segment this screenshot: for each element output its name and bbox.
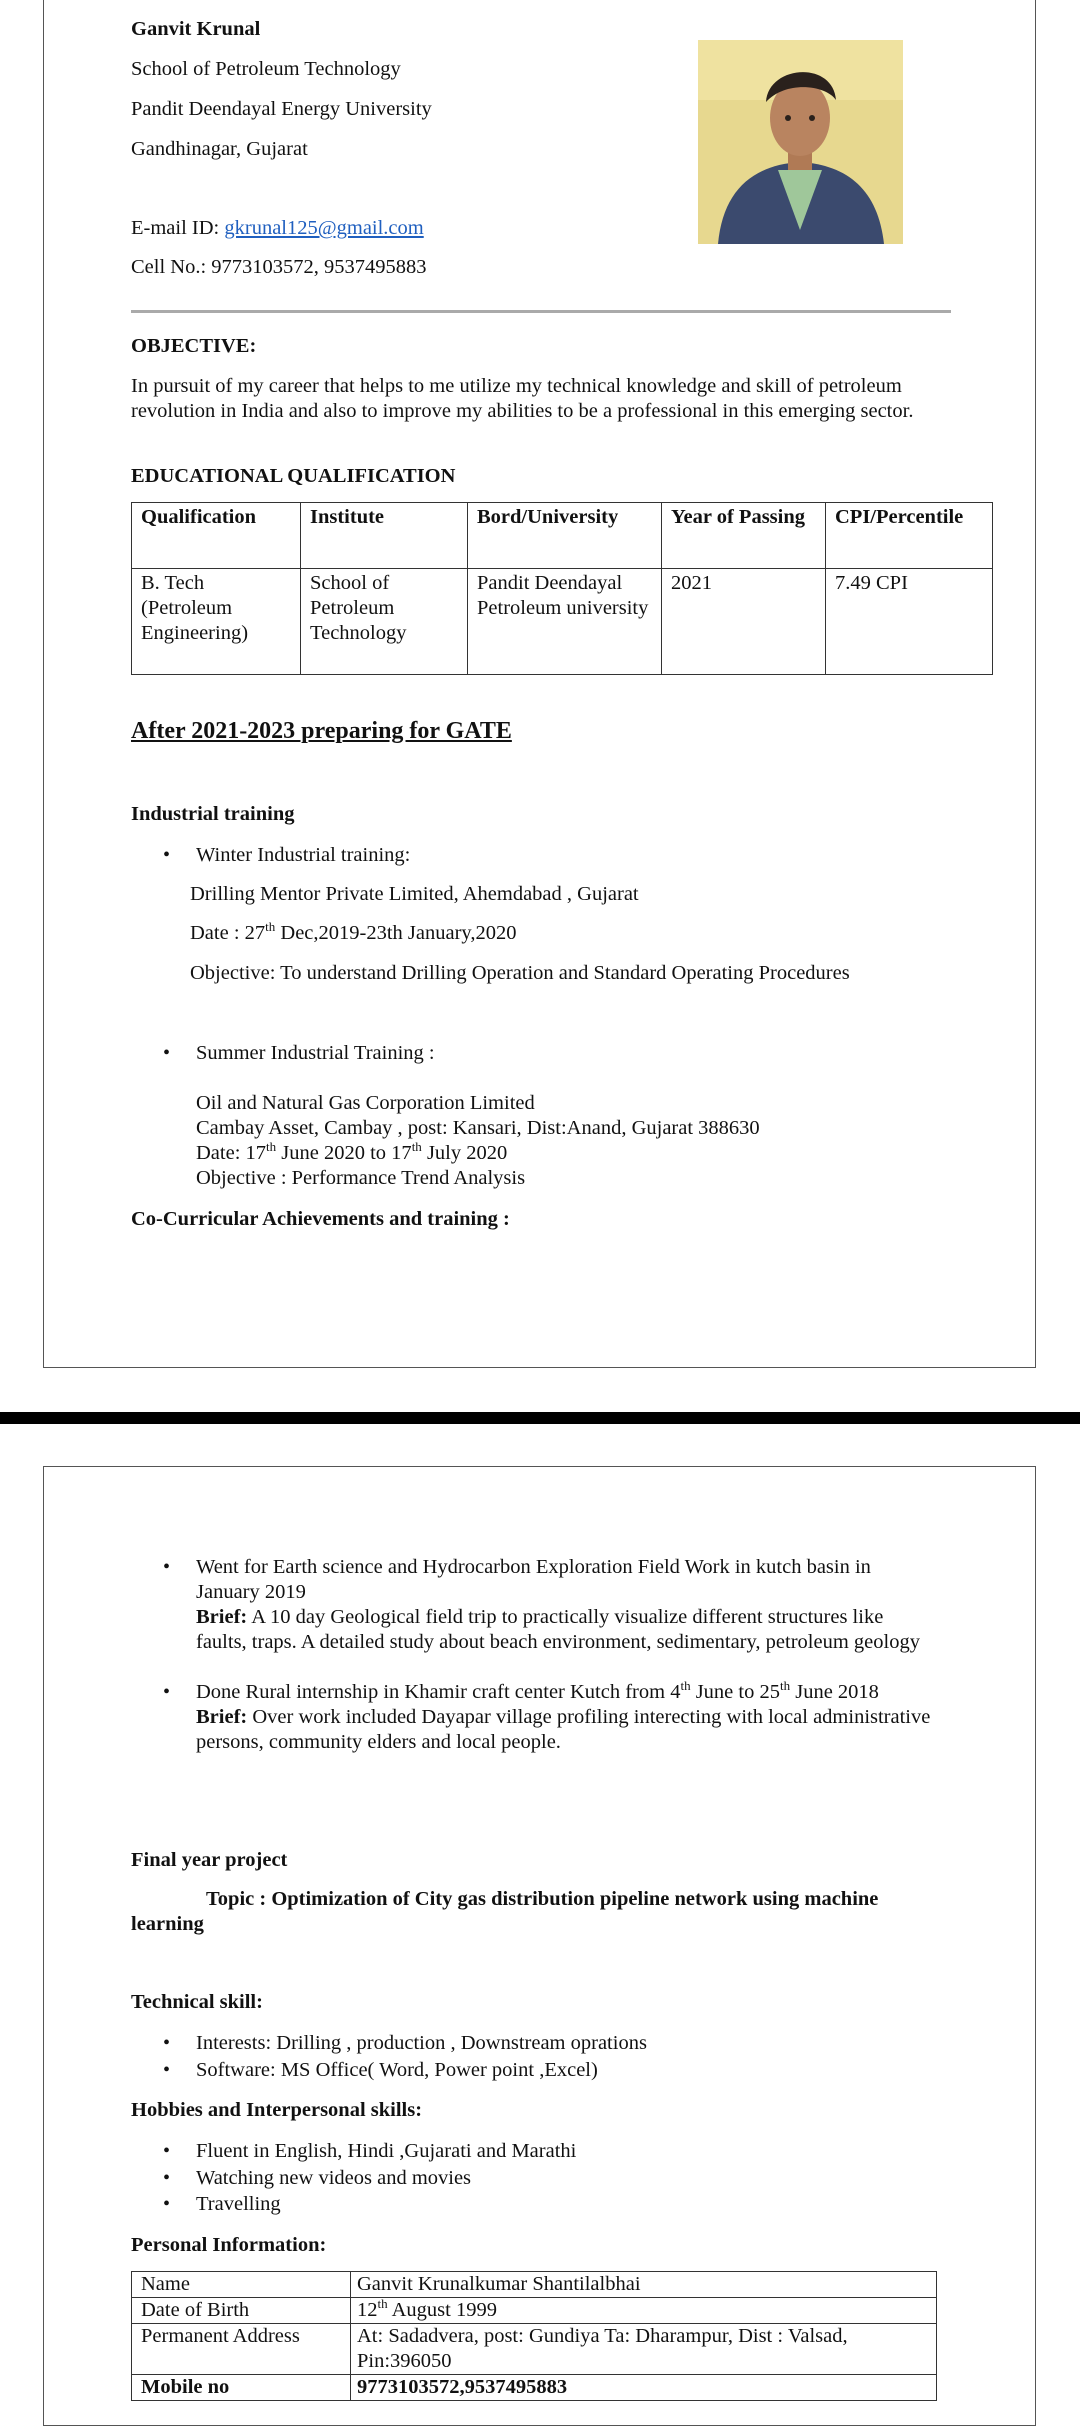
column-header: CPI/Percentile: [826, 503, 993, 569]
internship-text: Done Rural internship in Khamir craft center Kutch from 4: [196, 1681, 681, 1703]
dob-part: August 1999: [387, 2299, 497, 2321]
table-cell: At: Sadadvera, post: Gundiya Ta: Dharampur, Dist : Valsad, Pin:396050: [351, 2324, 937, 2375]
objective-text: In pursuit of my career that helps to me utilize my technical knowledge and skill of petroleum revolution in India and also to improve my abilities to be a professional in this emerging sector.: [131, 375, 914, 422]
winter-date-sup: th: [265, 919, 276, 935]
objective-heading: OBJECTIVE:: [131, 335, 257, 357]
table-header-row: [132, 503, 993, 569]
summer-date-sup: th: [266, 1139, 277, 1155]
brief-label: Brief:: [196, 1606, 248, 1628]
header-divider: [131, 310, 951, 313]
dob-part: 12: [357, 2299, 378, 2321]
internship-item: [196, 1680, 936, 1755]
table-cell: 2021: [662, 569, 826, 675]
column-header: Institute: [301, 503, 468, 569]
project-heading: Final year project: [131, 1849, 288, 1871]
technical-item: • Interests: Drilling , production , Downstream oprations: [196, 2031, 647, 2056]
summer-date-part: July 2020: [421, 1142, 508, 1164]
summer-training-item: • Summer Industrial Training :: [196, 1041, 435, 1066]
summer-date-part: June 2020 to 17: [276, 1142, 412, 1164]
education-table: [131, 502, 993, 675]
column-header: Year of Passing: [662, 503, 826, 569]
table-row: [132, 2375, 937, 2401]
summer-date: [196, 1141, 507, 1166]
table-cell: 9773103572,9537495883: [351, 2375, 937, 2401]
brief-label: Brief:: [196, 1706, 248, 1728]
hobbies-heading: Hobbies and Interpersonal skills:: [131, 2099, 423, 2121]
winter-objective: Objective: To understand Drilling Operation and Standard Operating Procedures: [190, 962, 850, 984]
table-row: [132, 2272, 937, 2298]
summer-date-part: Date: 17: [196, 1142, 267, 1164]
winter-date: [190, 921, 516, 946]
hobby-item: • Fluent in English, Hindi ,Gujarati and Marathi: [196, 2139, 576, 2164]
table-row: [132, 2324, 937, 2375]
table-cell: Date of Birth: [132, 2298, 351, 2324]
cell-numbers: Cell No.: 9773103572, 9537495883: [131, 256, 427, 278]
internship-text: June to 25: [690, 1681, 780, 1703]
table-cell: Name: [132, 2272, 351, 2298]
technical-item: • Software: MS Office( Word, Power point ,Excel): [196, 2058, 598, 2083]
table-cell: [351, 2298, 937, 2324]
summer-objective: Objective : Performance Trend Analysis: [196, 1167, 526, 1189]
fieldwork-brief: A 10 day Geological field trip to practically visualize different structures like faults, traps. A detailed study about beach environment, sedimentary, petroleum geology: [196, 1606, 920, 1653]
table-row: [132, 569, 993, 675]
cocurricular-heading: Co-Curricular Achievements and training :: [131, 1208, 510, 1230]
fieldwork-text: Went for Earth science and Hydrocarbon Exploration Field Work in kutch basin in January 2019: [196, 1556, 871, 1603]
location: Gandhinagar, Gujarat: [131, 138, 308, 160]
winter-company: Drilling Mentor Private Limited, Ahemdabad , Gujarat: [190, 883, 639, 905]
hobby-item: • Watching new videos and movies: [196, 2166, 471, 2191]
table-cell: Ganvit Krunalkumar Shantilalbhai: [351, 2272, 937, 2298]
university-name: Pandit Deendayal Energy University: [131, 98, 432, 120]
email-line: [131, 216, 424, 241]
internship-sup: th: [779, 1678, 791, 1694]
school-name: School of Petroleum Technology: [131, 58, 401, 80]
table-row: [132, 2298, 937, 2324]
fieldwork-item: [196, 1555, 936, 1655]
table-cell: School of Petroleum Technology: [301, 569, 468, 675]
project-topic: Topic : Optimization of City gas distribution pipeline network using machine learning: [131, 1888, 879, 1935]
table-cell: Permanent Address: [132, 2324, 351, 2375]
table-cell: B. Tech (Petroleum Engineering): [132, 569, 301, 675]
technical-heading: Technical skill:: [131, 1991, 263, 2013]
training-heading: Industrial training: [131, 803, 295, 825]
dob-sup: th: [377, 2296, 388, 2312]
internship-brief: Over work included Dayapar village profiling interecting with local administrative persons, community elders and local people.: [196, 1706, 931, 1753]
column-header: Qualification: [132, 503, 301, 569]
candidate-name: Ganvit Krunal: [131, 18, 261, 40]
hobby-item: • Travelling: [196, 2192, 281, 2217]
personal-table: [131, 2271, 937, 2401]
summer-date-sup: th: [411, 1139, 422, 1155]
winter-date-part: Dec,2019-23th January,2020: [275, 922, 517, 944]
summer-address: Cambay Asset, Cambay , post: Kansari, Dist:Anand, Gujarat 388630: [196, 1117, 760, 1139]
internship-text: June 2018: [790, 1681, 879, 1703]
summer-company: Oil and Natural Gas Corporation Limited: [196, 1092, 535, 1114]
gate-heading: After 2021-2023 preparing for GATE: [131, 718, 512, 744]
internship-sup: th: [680, 1678, 691, 1694]
table-cell: 7.49 CPI: [826, 569, 993, 675]
profile-photo: [698, 40, 903, 244]
winter-date-part: Date : 27: [190, 922, 266, 944]
column-header: Bord/University: [468, 503, 662, 569]
personal-heading: Personal Information:: [131, 2234, 327, 2256]
email-label: E-mail ID:: [131, 217, 225, 239]
winter-training-item: • Winter Industrial training:: [196, 843, 410, 868]
table-cell: Pandit Deendayal Petroleum university: [468, 569, 662, 675]
table-cell: Mobile no: [132, 2375, 351, 2401]
email-link[interactable]: gkrunal125@gmail.com: [224, 217, 424, 239]
education-heading: EDUCATIONAL QUALIFICATION: [131, 465, 456, 487]
page-separator: [0, 1412, 1080, 1424]
